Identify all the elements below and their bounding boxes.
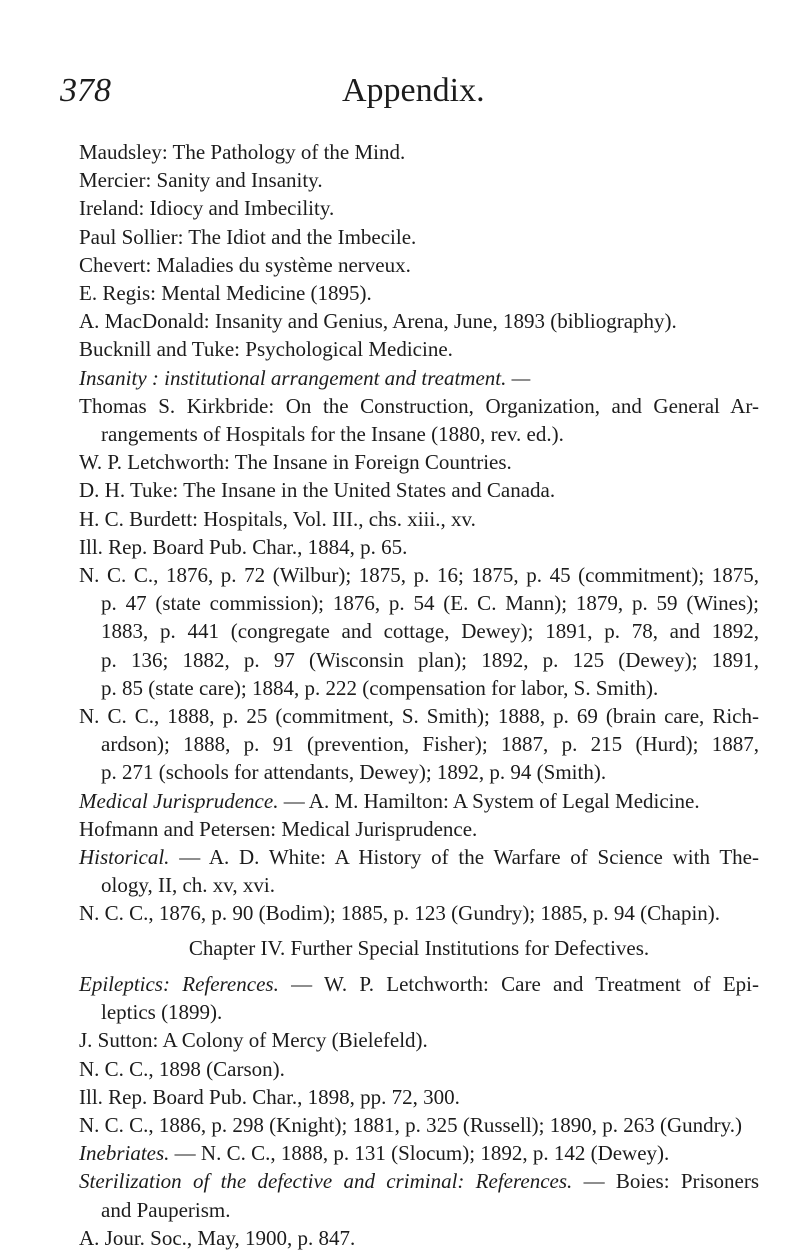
reference-entry-continuation: p. 47 (state commission); 1876, p. 54 (E. C. Mann); 1879, p. 59 (Wines); bbox=[101, 591, 759, 616]
reference-entry: Ill. Rep. Board Pub. Char., 1898, pp. 72, 300. bbox=[79, 1084, 460, 1109]
page-number: 378 bbox=[60, 72, 111, 109]
reference-entry: A. Jour. Soc., May, 1900, p. 847. bbox=[79, 1225, 356, 1250]
reference-entry: J. Sutton: A Colony of Mercy (Bielefeld). bbox=[79, 1028, 428, 1053]
page-header bbox=[60, 72, 740, 116]
reference-entry: E. Regis: Mental Medicine (1895). bbox=[79, 281, 372, 306]
section-epileptics: Epileptics: References. — W. P. Letchworth: Care and Treatment of Epi- bbox=[79, 971, 759, 996]
reference-entry: N. C. C., 1898 (Carson). bbox=[79, 1056, 285, 1081]
section-inebriates: Inebriates. — N. C. C., 1888, p. 131 (Slocum); 1892, p. 142 (Dewey). bbox=[79, 1141, 670, 1166]
reference-entry-continuation: and Pauperism. bbox=[101, 1197, 231, 1222]
reference-entry: W. P. Letchworth: The Insane in Foreign Countries. bbox=[79, 450, 512, 475]
reference-entry-continuation: leptics (1899). bbox=[101, 1000, 223, 1025]
section-historical: Historical. — A. D. White: A History of the Warfare of Science with The- bbox=[79, 845, 760, 870]
reference-list bbox=[79, 138, 759, 1252]
chapter-heading: Chapter IV. Further Special Institutions for Defectives. bbox=[188, 935, 650, 960]
section-label: Medical Jurisprudence. bbox=[79, 788, 279, 813]
reference-entry: A. MacDonald: Insanity and Genius, Arena, June, 1893 (bibliography). bbox=[79, 309, 677, 334]
reference-entry-continuation: ology, II, ch. xv, xvi. bbox=[101, 873, 275, 898]
reference-entry: D. H. Tuke: The Insane in the United States and Canada. bbox=[79, 478, 556, 503]
running-title: Appendix. bbox=[342, 72, 485, 109]
reference-entry: N. C. C., 1876, p. 90 (Bodim); 1885, p. 123 (Gundry); 1885, p. 94 (Chapin). bbox=[79, 901, 721, 926]
reference-entry-continuation: ardson); 1888, p. 91 (prevention, Fisher); 1887, p. 215 (Hurd); 1887, bbox=[101, 732, 759, 757]
reference-entry: N. C. C., 1888, p. 25 (commitment, S. Smith); 1888, p. 69 (brain care, Rich- bbox=[79, 704, 759, 729]
reference-entry: Ill. Rep. Board Pub. Char., 1884, p. 65. bbox=[79, 534, 408, 559]
reference-entry-continuation: p. 271 (schools for attendants, Dewey); 1892, p. 94 (Smith). bbox=[101, 760, 607, 785]
reference-entry: Maudsley: The Pathology of the Mind. bbox=[79, 140, 406, 164]
reference-entry: Paul Sollier: The Idiot and the Imbecile. bbox=[79, 224, 417, 249]
reference-entry: Bucknill and Tuke: Psychological Medicine. bbox=[79, 337, 453, 362]
reference-entry: Ireland: Idiocy and Imbecility. bbox=[79, 196, 335, 221]
reference-entry: H. C. Burdett: Hospitals, Vol. III., chs. xiii., xv. bbox=[79, 506, 476, 531]
section-sterilization: Sterilization of the defective and criminal: References. — Boies: Prisoners bbox=[79, 1169, 759, 1194]
reference-entry: Thomas S. Kirkbride: On the Construction, Organization, and General Ar- bbox=[79, 393, 759, 418]
reference-entry-continuation: rangements of Hospitals for the Insane (1880, rev. ed.). bbox=[101, 422, 564, 447]
reference-entry-continuation: p. 136; 1882, p. 97 (Wisconsin plan); 1892, p. 125 (Dewey); 1891, bbox=[101, 647, 759, 672]
section-label: Inebriates. bbox=[79, 1141, 170, 1166]
reference-entry: Hofmann and Petersen: Medical Jurisprudence. bbox=[79, 816, 478, 841]
section-label: Epileptics: References. bbox=[79, 971, 279, 996]
section-label: Sterilization of the defective and criminal: References. bbox=[79, 1169, 573, 1194]
section-heading-insanity: Insanity : institutional arrangement and treatment. — bbox=[79, 365, 531, 390]
reference-entry-continuation: p. 85 (state care); 1884, p. 222 (compensation for labor, S. Smith). bbox=[101, 675, 659, 700]
reference-entry-continuation: 1883, p. 441 (congregate and cottage, Dewey); 1891, p. 78, and 1892, bbox=[101, 619, 759, 644]
reference-entry: Chevert: Maladies du système nerveux. bbox=[79, 252, 411, 277]
reference-entry: N. C. C., 1886, p. 298 (Knight); 1881, p. 325 (Russell); 1890, p. 263 (Gundry.) bbox=[79, 1112, 743, 1137]
section-medical-jurisprudence: Medical Jurisprudence. — A. M. Hamilton: A System of Legal Medicine. bbox=[79, 788, 700, 813]
section-label: Historical. bbox=[79, 845, 170, 870]
reference-entry: N. C. C., 1876, p. 72 (Wilbur); 1875, p. 16; 1875, p. 45 (commitment); 1875, bbox=[79, 563, 759, 588]
reference-entry: Mercier: Sanity and Insanity. bbox=[79, 168, 323, 193]
